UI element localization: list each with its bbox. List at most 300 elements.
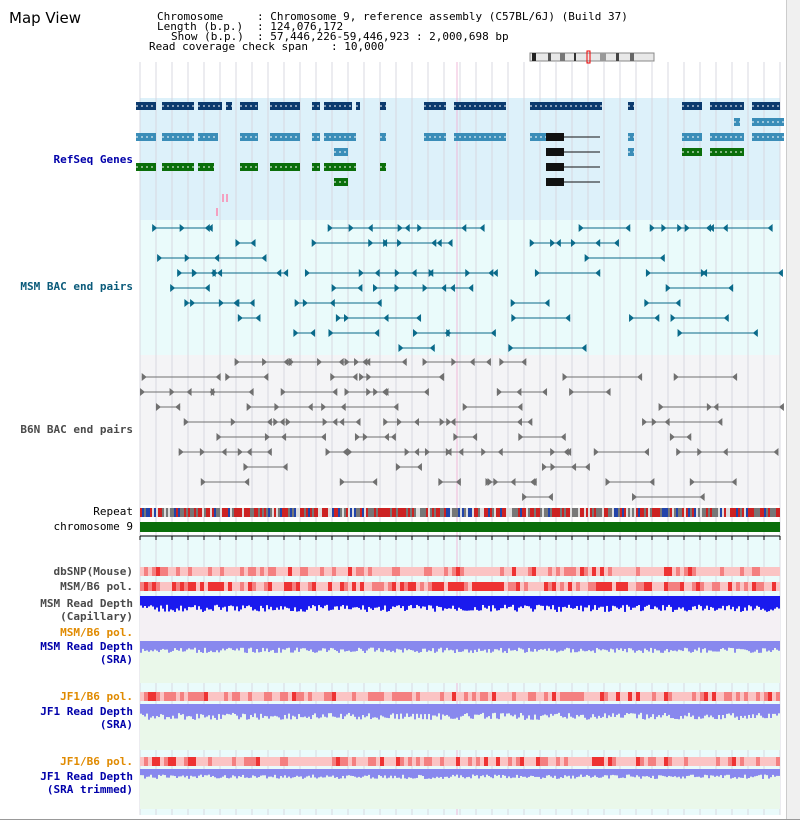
polymorphism-cell xyxy=(552,757,556,766)
repeat-mark xyxy=(758,508,760,517)
read-depth-bar xyxy=(228,641,230,648)
repeat-mark xyxy=(458,508,460,517)
read-depth-bar xyxy=(154,596,156,609)
read-depth-bar xyxy=(594,596,596,605)
read-depth-bar xyxy=(454,769,456,776)
read-depth-bar xyxy=(630,641,632,648)
polymorphism-cell xyxy=(140,757,144,766)
polymorphism-cell xyxy=(500,582,504,591)
polymorphism-cell xyxy=(360,582,364,591)
track-label-msm-b6-pol-2[interactable]: MSM/B6 pol. xyxy=(60,626,133,639)
read-depth-bar xyxy=(330,596,332,610)
vertical-scrollbar[interactable] xyxy=(786,0,800,819)
read-depth-bar xyxy=(678,641,680,650)
read-depth-bar xyxy=(714,704,716,719)
read-depth-bar xyxy=(718,704,720,715)
polymorphism-cell xyxy=(188,692,192,701)
read-depth-bar xyxy=(324,769,326,777)
polymorphism-cell xyxy=(268,757,272,766)
polymorphism-cell xyxy=(220,582,224,591)
polymorphism-cell xyxy=(296,582,300,591)
polymorphism-cell xyxy=(500,567,504,576)
polymorphism-cell xyxy=(760,692,764,701)
read-depth-bar xyxy=(514,641,516,650)
polymorphism-cell xyxy=(444,692,448,701)
read-depth-bar xyxy=(284,704,286,715)
read-depth-bar xyxy=(172,641,174,651)
repeat-mark xyxy=(232,508,234,517)
read-depth-bar xyxy=(446,704,448,715)
read-depth-bar xyxy=(564,769,566,775)
polymorphism-cell xyxy=(388,757,392,766)
read-depth-bar xyxy=(376,641,378,650)
read-depth-bar xyxy=(404,596,406,611)
read-depth-bar xyxy=(580,704,582,715)
read-depth-bar xyxy=(716,641,718,652)
polymorphism-cell xyxy=(460,567,464,576)
read-depth-bar xyxy=(424,704,426,714)
read-depth-bar xyxy=(578,596,580,610)
read-depth-bar xyxy=(692,641,694,652)
read-depth-bar xyxy=(498,769,500,775)
polymorphism-cell xyxy=(728,757,732,766)
read-depth-bar xyxy=(546,596,548,606)
repeat-mark xyxy=(420,508,422,517)
read-depth-bar xyxy=(570,769,572,779)
read-depth-bar xyxy=(550,641,552,651)
read-depth-bar xyxy=(508,596,510,607)
read-depth-bar xyxy=(416,704,418,714)
read-depth-bar xyxy=(554,596,556,610)
read-depth-bar xyxy=(688,769,690,776)
repeat-mark xyxy=(640,508,642,517)
read-depth-bar xyxy=(422,769,424,776)
read-depth-bar xyxy=(492,769,494,778)
read-depth-bar xyxy=(282,596,284,610)
read-depth-bar xyxy=(180,596,182,606)
repeat-mark xyxy=(724,508,726,517)
polymorphism-cell xyxy=(156,757,160,766)
polymorphism-cell xyxy=(508,567,512,576)
track-label-msm-depth-cap[interactable]: MSM Read Depth xyxy=(40,597,133,610)
track-label-msm-bac[interactable]: MSM BAC end pairs xyxy=(20,280,133,293)
read-depth-bar xyxy=(348,769,350,775)
repeat-mark xyxy=(692,508,694,517)
repeat-mark xyxy=(606,508,608,517)
read-depth-bar xyxy=(500,641,502,648)
track-label-refseq[interactable]: RefSeq Genes xyxy=(53,153,133,166)
read-depth-bar xyxy=(372,641,374,648)
polymorphism-cell xyxy=(200,692,204,701)
polymorphism-cell xyxy=(228,567,232,576)
polymorphism-cell xyxy=(736,692,740,701)
polymorphism-cell xyxy=(528,567,532,576)
track-label-jf1-b6-pol-1[interactable]: JF1/B6 pol. xyxy=(60,690,133,703)
read-depth-bar xyxy=(302,641,304,648)
gene-feature xyxy=(222,194,224,202)
repeat-mark xyxy=(332,508,334,517)
read-depth-bar xyxy=(188,596,190,607)
read-depth-bar xyxy=(496,769,498,776)
polymorphism-cell xyxy=(744,582,748,591)
read-depth-bar xyxy=(398,641,400,649)
repeat-mark xyxy=(668,508,670,517)
read-depth-bar xyxy=(210,641,212,651)
polymorphism-cell xyxy=(700,692,704,701)
read-depth-bar xyxy=(620,769,622,778)
read-depth-bar xyxy=(268,769,270,777)
read-depth-bar xyxy=(650,641,652,648)
polymorphism-cell xyxy=(324,567,328,576)
read-depth-bar xyxy=(768,596,770,611)
read-depth-bar xyxy=(378,596,380,607)
read-depth-bar xyxy=(240,596,242,609)
read-depth-bar xyxy=(698,596,700,605)
read-depth-bar xyxy=(158,704,160,717)
read-depth-bar xyxy=(686,641,688,648)
polymorphism-cell xyxy=(328,567,332,576)
read-depth-bar xyxy=(424,641,426,649)
polymorphism-cell xyxy=(704,692,708,701)
polymorphism-cell xyxy=(680,582,684,591)
read-depth-bar xyxy=(568,769,570,776)
polymorphism-cell xyxy=(776,567,780,576)
read-depth-bar xyxy=(518,769,520,778)
read-depth-bar xyxy=(392,596,394,606)
track-label-jf1-b6-pol-2[interactable]: JF1/B6 pol. xyxy=(60,755,133,768)
read-depth-bar xyxy=(670,641,672,650)
read-depth-bar xyxy=(434,596,436,612)
polymorphism-cell xyxy=(332,567,336,576)
read-depth-bar xyxy=(734,596,736,611)
polymorphism-cell xyxy=(676,757,680,766)
read-depth-bar xyxy=(744,596,746,608)
read-depth-bar xyxy=(334,769,336,778)
repeat-mark xyxy=(152,508,154,517)
read-depth-bar xyxy=(300,641,302,649)
gene-feature xyxy=(546,133,564,141)
read-depth-bar xyxy=(278,769,280,779)
read-depth-bar xyxy=(158,769,160,775)
read-depth-bar xyxy=(374,596,376,608)
read-depth-bar xyxy=(626,704,628,713)
read-depth-bar xyxy=(756,596,758,606)
read-depth-bar xyxy=(480,769,482,776)
track-label-dbsnp[interactable]: dbSNP(Mouse) xyxy=(53,565,133,578)
read-depth-bar xyxy=(282,704,284,719)
read-depth-bar xyxy=(730,704,732,715)
read-depth-bar xyxy=(302,769,304,779)
polymorphism-cell xyxy=(652,692,656,701)
read-depth-bar xyxy=(364,704,366,717)
repeat-mark xyxy=(770,508,772,517)
polymorphism-cell xyxy=(368,582,372,591)
polymorphism-cell xyxy=(380,582,384,591)
repeat-mark xyxy=(314,508,316,517)
repeat-mark xyxy=(388,508,390,517)
read-depth-bar xyxy=(292,596,294,611)
polymorphism-cell xyxy=(336,582,340,591)
read-depth-bar xyxy=(562,769,564,778)
read-depth-bar xyxy=(510,641,512,651)
read-depth-bar xyxy=(618,769,620,778)
polymorphism-cell xyxy=(292,692,296,701)
read-depth-bar xyxy=(746,596,748,611)
read-depth-bar xyxy=(208,596,210,609)
read-depth-bar xyxy=(554,704,556,714)
polymorphism-cell xyxy=(256,567,260,576)
read-depth-bar xyxy=(702,704,704,718)
read-depth-bar xyxy=(218,596,220,607)
polymorphism-cell xyxy=(396,692,400,701)
polymorphism-cell xyxy=(528,692,532,701)
polymorphism-cell xyxy=(716,692,720,701)
polymorphism-cell xyxy=(584,582,588,591)
read-depth-bar xyxy=(766,641,768,651)
track-label-msm-depth-sra[interactable]: MSM Read Depth xyxy=(40,640,133,653)
polymorphism-cell xyxy=(172,757,176,766)
read-depth-bar xyxy=(414,596,416,608)
read-depth-bar xyxy=(182,704,184,714)
read-depth-bar xyxy=(490,641,492,653)
read-depth-bar xyxy=(464,596,466,611)
read-depth-bar xyxy=(666,704,668,716)
repeat-mark xyxy=(562,508,564,517)
polymorphism-cell xyxy=(636,757,640,766)
read-depth-bar xyxy=(760,704,762,716)
read-depth-bar xyxy=(284,596,286,607)
read-depth-bar xyxy=(166,769,168,778)
read-depth-bar xyxy=(524,704,526,720)
polymorphism-cell xyxy=(476,757,480,766)
polymorphism-cell xyxy=(272,582,276,591)
track-label-jf1-depth-trim[interactable]: JF1 Read Depth xyxy=(40,770,133,783)
read-depth-bar xyxy=(470,596,472,610)
polymorphism-cell xyxy=(604,567,608,576)
read-depth-bar xyxy=(456,704,458,718)
read-depth-bar xyxy=(444,704,446,716)
polymorphism-cell xyxy=(196,567,200,576)
read-depth-bar xyxy=(606,641,608,650)
read-depth-bar xyxy=(304,641,306,648)
polymorphism-cell xyxy=(692,692,696,701)
read-depth-bar xyxy=(192,641,194,649)
polymorphism-cell xyxy=(756,757,760,766)
read-depth-bar xyxy=(210,704,212,719)
read-depth-bar xyxy=(366,704,368,716)
repeat-mark xyxy=(490,508,492,517)
repeat-mark xyxy=(228,508,230,517)
repeat-mark xyxy=(626,508,628,517)
polymorphism-cell xyxy=(292,567,296,576)
read-depth-bar xyxy=(296,704,298,719)
polymorphism-cell xyxy=(672,582,676,591)
read-depth-bar xyxy=(458,704,460,720)
read-depth-bar xyxy=(336,596,338,606)
polymorphism-cell xyxy=(696,692,700,701)
read-depth-bar xyxy=(250,596,252,607)
read-depth-bar xyxy=(508,769,510,776)
read-depth-bar xyxy=(254,641,256,653)
repeat-mark xyxy=(542,508,544,517)
polymorphism-cell xyxy=(288,582,292,591)
repeat-mark xyxy=(464,508,466,517)
read-depth-bar xyxy=(596,596,598,610)
repeat-mark xyxy=(202,508,204,517)
read-depth-bar xyxy=(578,704,580,716)
repeat-mark xyxy=(428,508,430,517)
repeat-mark xyxy=(462,508,464,517)
read-depth-bar xyxy=(662,704,664,715)
repeat-mark xyxy=(362,508,364,517)
read-depth-bar xyxy=(192,769,194,777)
read-depth-bar xyxy=(562,704,564,717)
polymorphism-cell xyxy=(384,582,388,591)
read-depth-bar xyxy=(476,769,478,775)
read-depth-bar xyxy=(276,769,278,778)
read-depth-bar xyxy=(524,596,526,605)
polymorphism-cell xyxy=(460,757,464,766)
read-depth-bar xyxy=(620,596,622,608)
polymorphism-cell xyxy=(400,582,404,591)
read-depth-bar xyxy=(740,596,742,612)
repeat-mark xyxy=(690,508,692,517)
read-depth-bar xyxy=(280,596,282,606)
repeat-mark xyxy=(452,508,454,517)
read-depth-bar xyxy=(434,704,436,716)
read-depth-bar xyxy=(198,641,200,650)
read-depth-bar xyxy=(364,769,366,776)
polymorphism-cell xyxy=(184,692,188,701)
read-depth-bar xyxy=(776,704,778,716)
read-depth-bar xyxy=(738,596,740,606)
read-depth-bar xyxy=(730,769,732,779)
read-depth-bar xyxy=(164,641,166,650)
read-depth-bar xyxy=(766,704,768,718)
read-depth-bar xyxy=(200,769,202,775)
read-depth-bar xyxy=(512,596,514,605)
read-depth-bar xyxy=(758,769,760,775)
read-depth-bar xyxy=(588,596,590,605)
read-depth-bar xyxy=(250,641,252,648)
read-depth-bar xyxy=(336,704,338,718)
read-depth-bar xyxy=(488,596,490,606)
read-depth-bar xyxy=(212,596,214,611)
read-depth-bar xyxy=(712,596,714,608)
read-depth-bar xyxy=(584,769,586,777)
read-depth-bar xyxy=(606,769,608,775)
read-depth-bar xyxy=(728,704,730,714)
read-depth-bar xyxy=(774,596,776,609)
repeat-mark xyxy=(252,508,254,517)
read-depth-bar xyxy=(404,704,406,717)
read-depth-bar xyxy=(632,769,634,777)
polymorphism-cell xyxy=(536,757,540,766)
repeat-mark xyxy=(772,508,774,517)
read-depth-bar xyxy=(194,704,196,720)
read-depth-bar xyxy=(732,641,734,648)
read-depth-bar xyxy=(206,596,208,608)
polymorphism-cell xyxy=(620,757,624,766)
read-depth-bar xyxy=(550,596,552,609)
polymorphism-cell xyxy=(656,692,660,701)
read-depth-bar xyxy=(246,769,248,777)
track-label-b6n-bac[interactable]: B6N BAC end pairs xyxy=(20,423,133,436)
read-depth-bar xyxy=(536,704,538,719)
read-depth-bar xyxy=(256,596,258,611)
read-depth-bar xyxy=(572,769,574,776)
repeat-mark xyxy=(484,508,486,517)
polymorphism-cell xyxy=(436,757,440,766)
repeat-mark xyxy=(326,508,328,517)
read-depth-bar xyxy=(742,596,744,611)
read-depth-bar xyxy=(382,641,384,652)
repeat-mark xyxy=(268,508,270,517)
read-depth-bar xyxy=(226,641,228,649)
read-depth-bar xyxy=(492,704,494,713)
read-depth-bar xyxy=(574,769,576,779)
polymorphism-cell xyxy=(692,757,696,766)
read-depth-bar xyxy=(668,704,670,715)
polymorphism-cell xyxy=(236,582,240,591)
polymorphism-cell xyxy=(436,567,440,576)
read-depth-bar xyxy=(310,641,312,649)
polymorphism-cell xyxy=(320,757,324,766)
read-depth-bar xyxy=(340,769,342,778)
read-depth-bar xyxy=(324,704,326,717)
polymorphism-cell xyxy=(152,582,156,591)
read-depth-bar xyxy=(762,641,764,648)
read-depth-bar xyxy=(526,641,528,652)
read-depth-bar xyxy=(146,769,148,777)
read-depth-bar xyxy=(774,641,776,648)
read-depth-bar xyxy=(170,596,172,610)
read-depth-bar xyxy=(346,769,348,776)
read-depth-bar xyxy=(278,641,280,648)
track-label-jf1-depth-sra[interactable]: JF1 Read Depth xyxy=(40,705,133,718)
repeat-mark xyxy=(142,508,144,517)
read-depth-bar xyxy=(604,641,606,650)
polymorphism-cell xyxy=(436,582,440,591)
repeat-mark xyxy=(320,508,322,517)
repeat-mark xyxy=(384,508,386,517)
repeat-mark xyxy=(380,508,382,517)
polymorphism-cell xyxy=(192,757,196,766)
polymorphism-cell xyxy=(532,582,536,591)
read-depth-bar xyxy=(414,641,416,652)
polymorphism-cell xyxy=(564,692,568,701)
polymorphism-cell xyxy=(244,567,248,576)
repeat-mark xyxy=(316,508,318,517)
track-label-msm-b6-pol-1[interactable]: MSM/B6 pol. xyxy=(60,580,133,593)
read-depth-bar xyxy=(654,596,656,606)
polymorphism-cell xyxy=(768,567,772,576)
repeat-mark xyxy=(466,508,468,517)
polymorphism-cell xyxy=(188,757,192,766)
read-depth-bar xyxy=(588,704,590,719)
read-depth-bar xyxy=(428,704,430,714)
polymorphism-cell xyxy=(516,757,520,766)
repeat-mark xyxy=(296,508,298,517)
read-depth-bar xyxy=(168,596,170,611)
read-depth-bar xyxy=(486,769,488,775)
read-depth-bar xyxy=(684,596,686,611)
repeat-mark xyxy=(662,508,664,517)
read-depth-bar xyxy=(590,704,592,717)
read-depth-bar xyxy=(250,704,252,715)
repeat-mark xyxy=(402,508,404,517)
repeat-mark xyxy=(224,508,226,517)
